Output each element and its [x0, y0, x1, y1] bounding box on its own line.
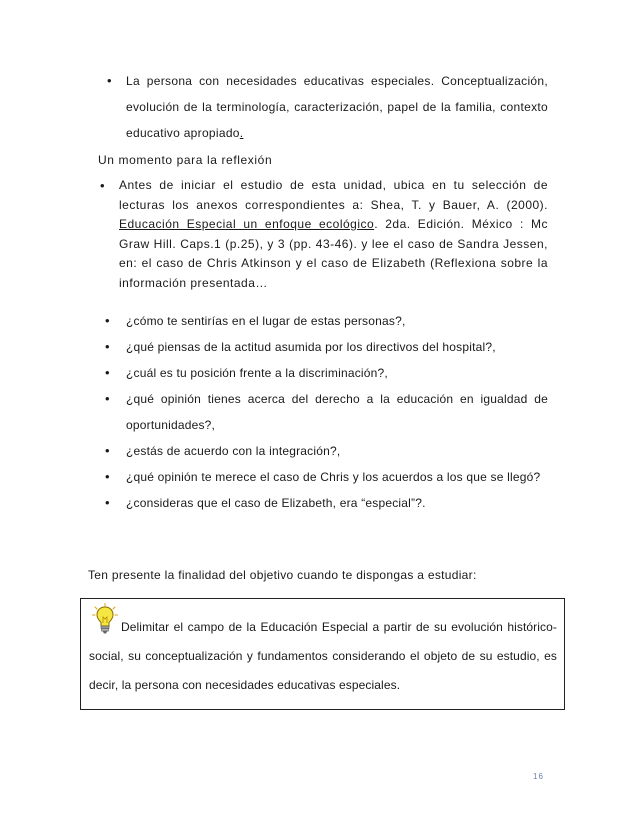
question-text: ¿qué piensas de la actitud asumida por los directivos del hospital?, [126, 340, 496, 354]
question-text: ¿cuál es tu posición frente a la discriminación?, [126, 366, 388, 380]
unit-topics-list [107, 68, 548, 146]
study-instructions-list [100, 176, 548, 293]
objective-intro: Ten presente la finalidad del objetivo cuando te dispongas a estudiar: [88, 568, 477, 582]
list-item [100, 176, 548, 293]
book-title-link: Educación Especial un enfoque ecológico [119, 217, 375, 231]
bullet-icon: • [105, 365, 110, 380]
question-text: ¿estás de acuerdo con la integración?, [126, 444, 341, 458]
reflection-questions-list [105, 308, 548, 516]
bullet-icon: • [107, 73, 112, 88]
question-item [105, 386, 548, 438]
question-text: ¿qué opinión te merece el caso de Chris y los acuerdos a los que se llegó? [126, 470, 541, 484]
question-item [105, 464, 548, 490]
bullet-icon: • [105, 339, 110, 354]
study-text-after: . 2da. Edición. México : Mc Graw Hill. Caps.1 (p.25), y 3 (pp. 43-46). y lee el caso de Sandra Jessen, en: el caso de Chris Atkinson y el caso de Elizabeth (Reflexiona sobre la información presentada… [119, 217, 548, 290]
question-item [105, 308, 548, 334]
question-item [105, 360, 548, 386]
objective-statement: Delimitar el campo de la Educación Especial a partir de su evolución histórico-social, su conceptualización y fundamentos considerando el objeto de su estudio, es decir, la persona con necesidades educativas especiales. [89, 620, 557, 692]
list-item [107, 68, 548, 146]
bullet-icon: • [100, 178, 106, 193]
bullet-icon: • [105, 391, 110, 406]
question-text: ¿qué opinión tienes acerca del derecho a la educación en igualdad de oportunidades?, [126, 392, 548, 432]
objective-box [80, 598, 565, 710]
page-number: 16 [533, 772, 544, 781]
study-text-before: Antes de iniciar el estudio de esta unidad, ubica en tu selección de lecturas los anexos correspondientes a: Shea, T. y Bauer, A. (2000). [119, 178, 548, 212]
bullet-icon: • [105, 313, 110, 328]
question-item [105, 490, 548, 516]
reflection-heading: Un momento para la reflexión [98, 153, 273, 167]
bullet-icon: • [105, 469, 110, 484]
topic-text: La persona con necesidades educativas especiales. Conceptualización, evolución de la terminología, caracterización, papel de la familia, contexto educativo apropiado [126, 74, 548, 140]
topic-trail: . [239, 126, 244, 140]
bullet-icon: • [105, 443, 110, 458]
objective-text [89, 613, 557, 700]
question-item [105, 438, 548, 464]
question-text: ¿consideras que el caso de Elizabeth, era “especial”?. [126, 496, 426, 510]
bullet-icon: • [105, 495, 110, 510]
question-text: ¿cómo te sentirías en el lugar de estas personas?, [126, 314, 406, 328]
question-item [105, 334, 548, 360]
